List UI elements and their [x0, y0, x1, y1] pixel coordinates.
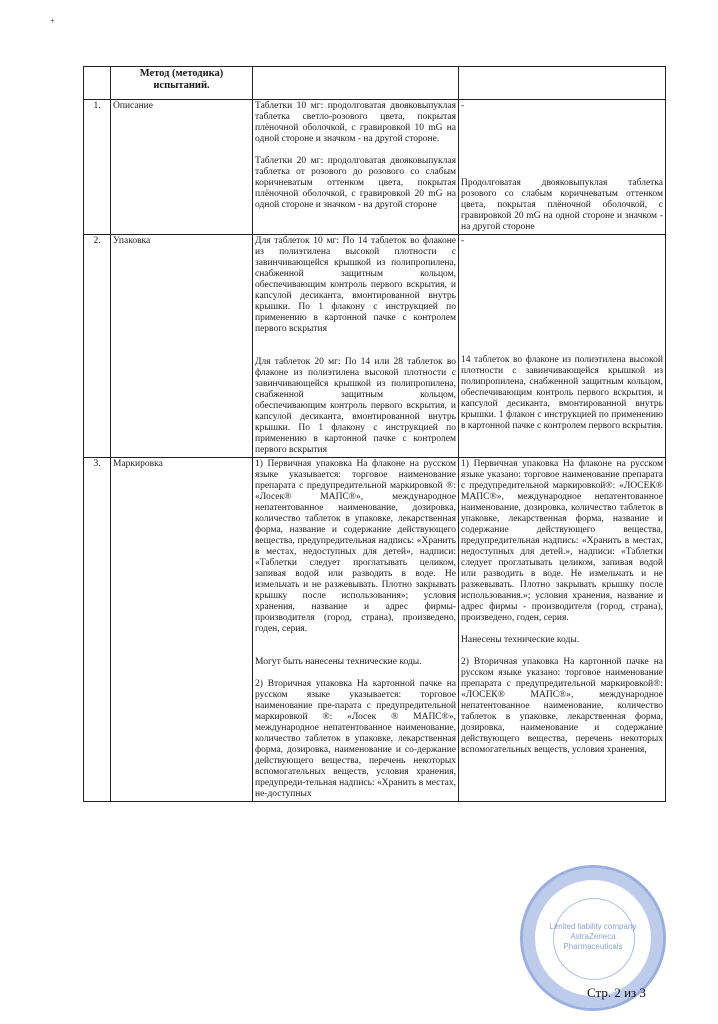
table-row [84, 458, 666, 802]
row-spec-cell [253, 458, 459, 802]
row-spec-text: Таблетки 20 мг: продолговатая двояковыпуклая таблетка от розового до розового со слабым коричневатым оттенком цвета, покрытая плёночной оболочкой, с гравировкой 20 mG на одной стороне и значком - на другой стороне [255, 156, 456, 210]
row-result-text: - [461, 236, 465, 246]
row-spec-text: Могут быть нанесены технические коды. [255, 657, 422, 667]
row-result-text: - [461, 101, 465, 111]
seal-text: Pharmaceuticals [563, 942, 623, 951]
header-col3 [253, 67, 459, 100]
row-spec-cell [253, 235, 459, 458]
seal-text: AstraZeneca [570, 932, 616, 941]
row-test-name: Маркировка [111, 458, 253, 802]
row-spec-text: Для таблеток 20 мг: По 14 или 28 таблеток во флаконе из полиэтилена высокой плотности с завинчивающейся крышкой из полипропилена, снабженной защитным кольцом, обеспечивающим контроль первого вскрытия, и капсулой десиканта, вмонтированной внутрь крышки. По 1 флакону с инструкцией по применению в картонной пачке с контролем первого вскрытия [255, 357, 456, 455]
row-result-text: 14 таблеток во флаконе из полиэтилена высокой плотности с завинчивающейся крышкой из полипропилена, снабженной защитным кольцом, обеспечивающим контроль первого вскрытия, и капсулой десиканта, вмонтированной внутрь крышки. 1 флакон с инструкцией по применению в картонной пачке с контролем первого вскрытия. [461, 355, 663, 431]
table-row [84, 235, 666, 458]
row-spec-text: Для таблеток 10 мг: По 14 таблеток во флаконе из полиэтилена высокой плотности с завинчивающейся крышкой из полипропилена, снабженной защитным кольцом, обеспечивающим контроль первого вскрытия, и капсулой десиканта, вмонтированной внутрь крышки. По 1 флакону с инструкцией по применению в картонной пачке с контролем первого вскрытия [255, 236, 456, 334]
row-test-name: Описание [111, 100, 253, 235]
row-result-text: Нанесены технические коды. [461, 635, 580, 645]
row-result-text: Продолговатая двояковыпуклая таблетка розового со слабым коричневатым оттенком цвета, покрытая плёночной оболочкой, с гравировкой 20 mG на одной стороне и значком - на другой стороне [461, 178, 663, 232]
table-row [84, 100, 666, 235]
row-spec-cell [253, 100, 459, 235]
seal-text: Limited liability company [549, 922, 637, 931]
row-spec-text: 1) Первичная упаковка На флаконе на русском языке указывается: торговое наименование препарата с предупредительной маркировкой ®: «Лосек® МАПС®», международное непатентованное наименование, дозировка, количество таблеток в упаковке, лекарственная форма, название и содержание действующего вещества, предупредительная надпись: «Хранить в местах, недоступных для детей», надписи: «Таблетки следует проглатывать целиком, запивая водой или разводить в воде. Не измельчать и не разжевывать. Плотно закрывать крышку после использования»; условия хранения, название и адрес фирмы-производителя (город, страна), произведено, годен, серия. [255, 459, 456, 634]
row-number: 3. [84, 458, 111, 802]
row-result-text: 2) Вторичная упаковка На картонной пачке на русском языке указано: торговое наименование препарата с предупредительной маркировкой®: «ЛОСЕК® МАПС®», международное непатентованное наименование, количество таблеток в упаковке, лекарственная форма, дозировка, наименование и содержание действующего вещества, перечень некоторых вспомогательных веществ, условия хранения, [461, 657, 663, 755]
corner-mark: + [50, 16, 56, 26]
row-number: 1. [84, 100, 111, 235]
header-num-cell [84, 67, 111, 100]
page-number: Стр. 2 из 3 [587, 985, 646, 1000]
header-method: Метод (методика) испытаний. [111, 67, 253, 100]
row-number: 2. [84, 235, 111, 458]
row-result-cell [459, 235, 666, 458]
header-col4 [459, 67, 666, 100]
specification-table [83, 66, 666, 802]
row-result-cell [459, 458, 666, 802]
row-spec-text: Таблетки 10 мг: продолговатая двояковыпуклая таблетка светло-розового цвета, покрытая плёночной оболочкой, с гравировкой 10 mG на одной стороне и значком - на другой стороне. [255, 101, 456, 144]
row-result-text: 1) Первичная упаковка На флаконе на русском языке указано: торговое наименование препарата с предупредительной маркировкой®: «ЛОСЕК® МАПС®», международное непатентованное наименование, дозировка, количество таблеток в упаковке, лекарственная форма, название и содержание действующего вещества, предупредительная надпись: «Хранить в местах, недоступных для детей.», надписи: «Таблетки следует проглатывать целиком, запивая водой или разводить в воде. Не измельчать и не разжевывать. Плотно закрывать крышку после использования.»; условия хранения, название и адрес фирмы - производителя (город, страна), произведено, годен, серия. [461, 459, 663, 623]
row-result-cell [459, 100, 666, 235]
row-spec-text: 2) Вторичная упаковка На картонной пачке на русском языке указывается: торговое наименование пре-парата с предупредительной маркировкой ®: «Лосек ® МАПС®», международное непатентованное наименование, количество таблеток в упаковке, лекарственная форма, дозировка, наименование и со-держание действующего вещества, перечень некоторых вспомогательных веществ, условия хранения, предупреди-тельная надпись: «Хранить в местах, не-доступных [255, 679, 456, 799]
table-header-row [84, 67, 666, 100]
row-test-name: Упаковка [111, 235, 253, 458]
